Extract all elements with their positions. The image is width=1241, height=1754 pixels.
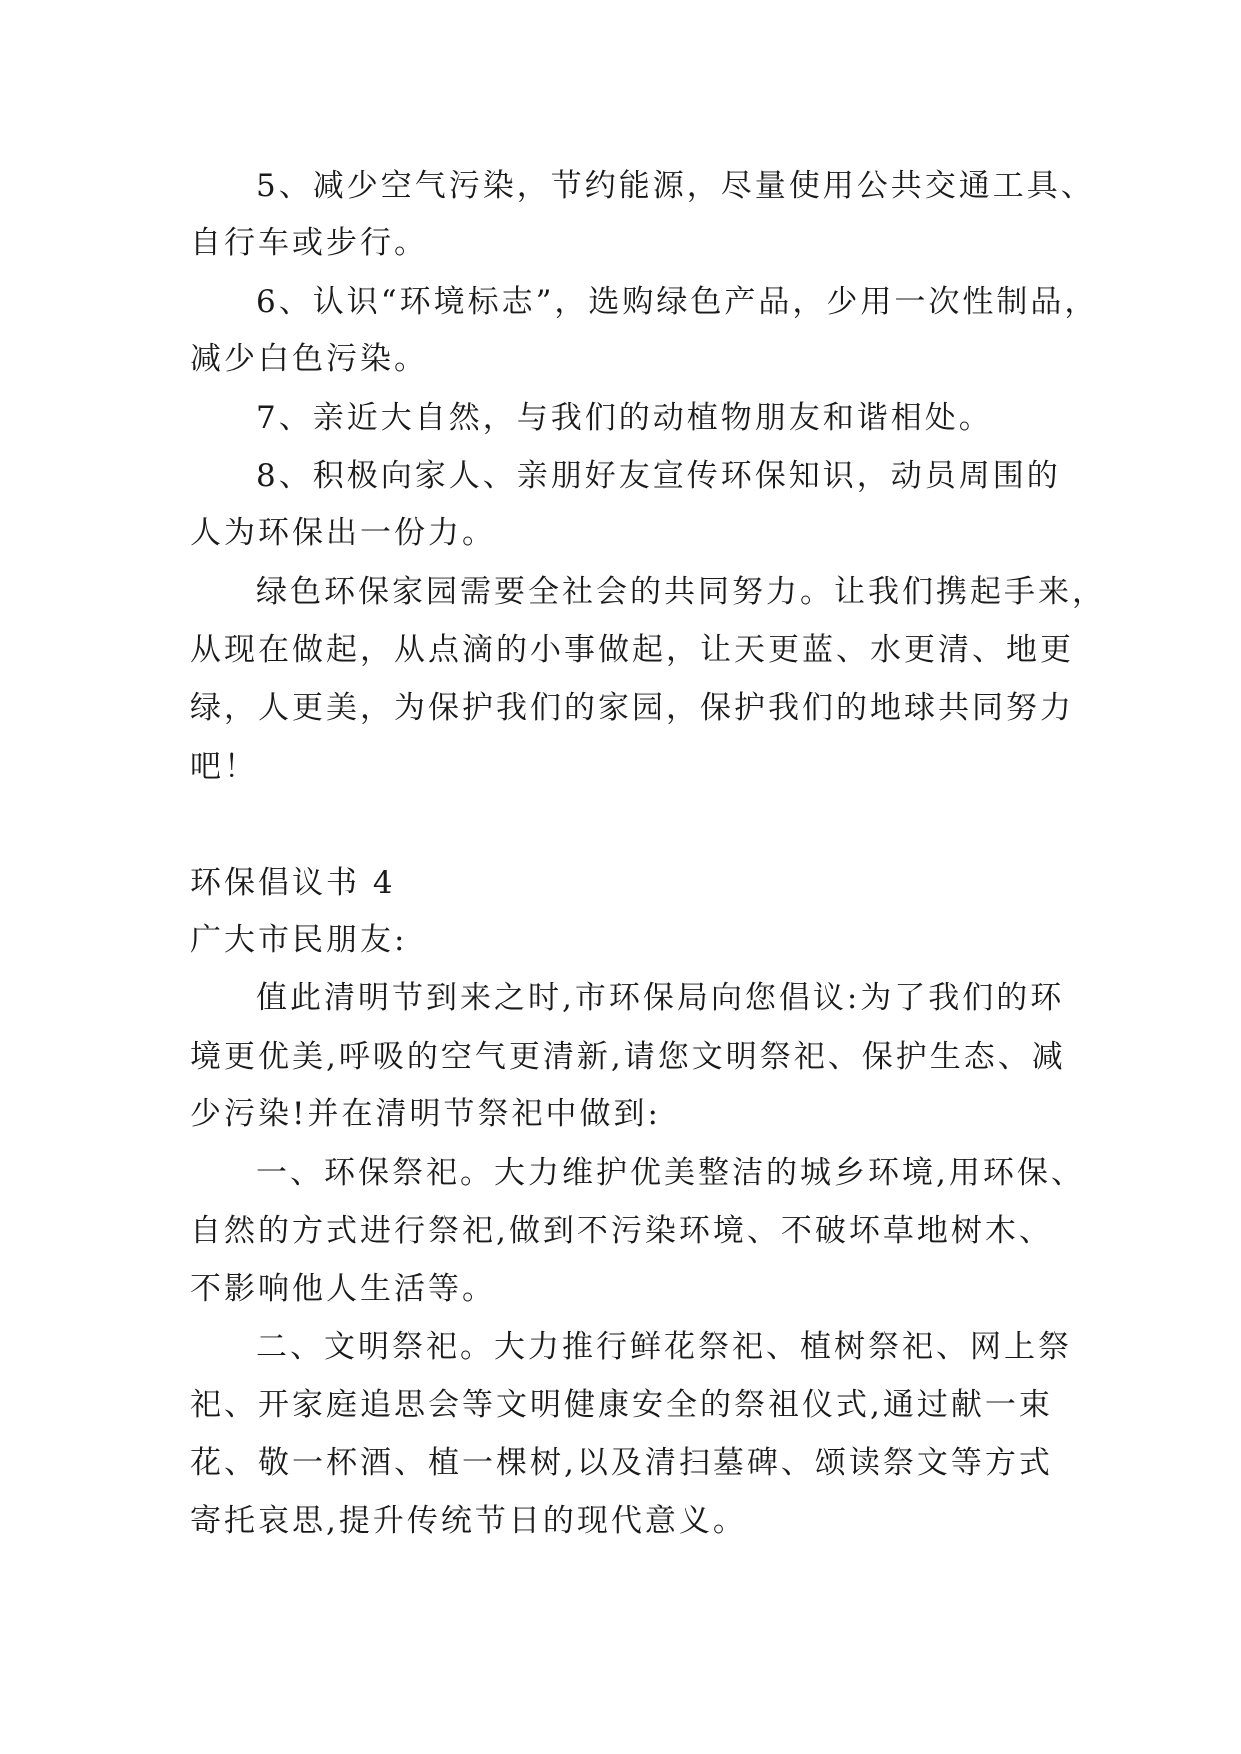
intro-line-2: 境更优美,呼吸的空气更清新,请您文明祭祀、保护生态、减 xyxy=(190,1039,1066,1075)
intro-line-1: 值此清明节到来之时,市环保局向您倡议:为了我们的环 xyxy=(256,980,1065,1016)
point2-line-1: 二、文明祭祀。大力推行鲜花祭祀、植树祭祀、网上祭 xyxy=(256,1329,1072,1365)
salutation: 广大市民朋友: xyxy=(190,922,408,958)
point2-line-4: 寄托哀思,提升传统节日的现代意义。 xyxy=(190,1503,747,1539)
item6-line-2: 减少白色污染。 xyxy=(190,341,428,377)
closing-line-4: 吧！ xyxy=(190,749,258,785)
item5-line-2: 自行车或步行。 xyxy=(190,225,428,261)
section-title: 环保倡议书 4 xyxy=(190,865,396,901)
intro-line-3: 少污染!并在清明节祭祀中做到: xyxy=(190,1096,661,1132)
point1-line-3: 不影响他人生活等。 xyxy=(190,1271,496,1307)
point1-line-1: 一、环保祭祀。大力维护优美整洁的城乡环境,用环保、 xyxy=(256,1155,1085,1191)
closing-line-2: 从现在做起，从点滴的小事做起，让天更蓝、水更清、地更 xyxy=(190,632,1074,668)
item5-line-1: 5、减少空气污染，节约能源，尽量使用公共交通工具、 xyxy=(256,168,1095,204)
item8-line-2: 人为环保出一份力。 xyxy=(190,515,496,551)
point2-line-2: 祀、开家庭追思会等文明健康安全的祭祖仪式,通过献一束 xyxy=(190,1387,1053,1423)
item6-line-1: 6、认识“环境标志”，选购绿色产品，少用一次性制品， xyxy=(256,284,1099,320)
item8-line-1: 8、积极向家人、亲朋好友宣传环保知识，动员周围的 xyxy=(256,458,1061,494)
closing-line-1: 绿色环保家园需要全社会的共同努力。让我们携起手来， xyxy=(256,574,1106,610)
item7-line-1: 7、亲近大自然，与我们的动植物朋友和谐相处。 xyxy=(256,400,993,436)
closing-line-3: 绿，人更美，为保护我们的家园，保护我们的地球共同努力 xyxy=(190,690,1074,726)
point1-line-2: 自然的方式进行祭祀,做到不污染环境、不破坏草地树木、 xyxy=(190,1213,1053,1249)
point2-line-3: 花、敬一杯酒、植一棵树,以及清扫墓碑、颂读祭文等方式 xyxy=(190,1445,1053,1481)
